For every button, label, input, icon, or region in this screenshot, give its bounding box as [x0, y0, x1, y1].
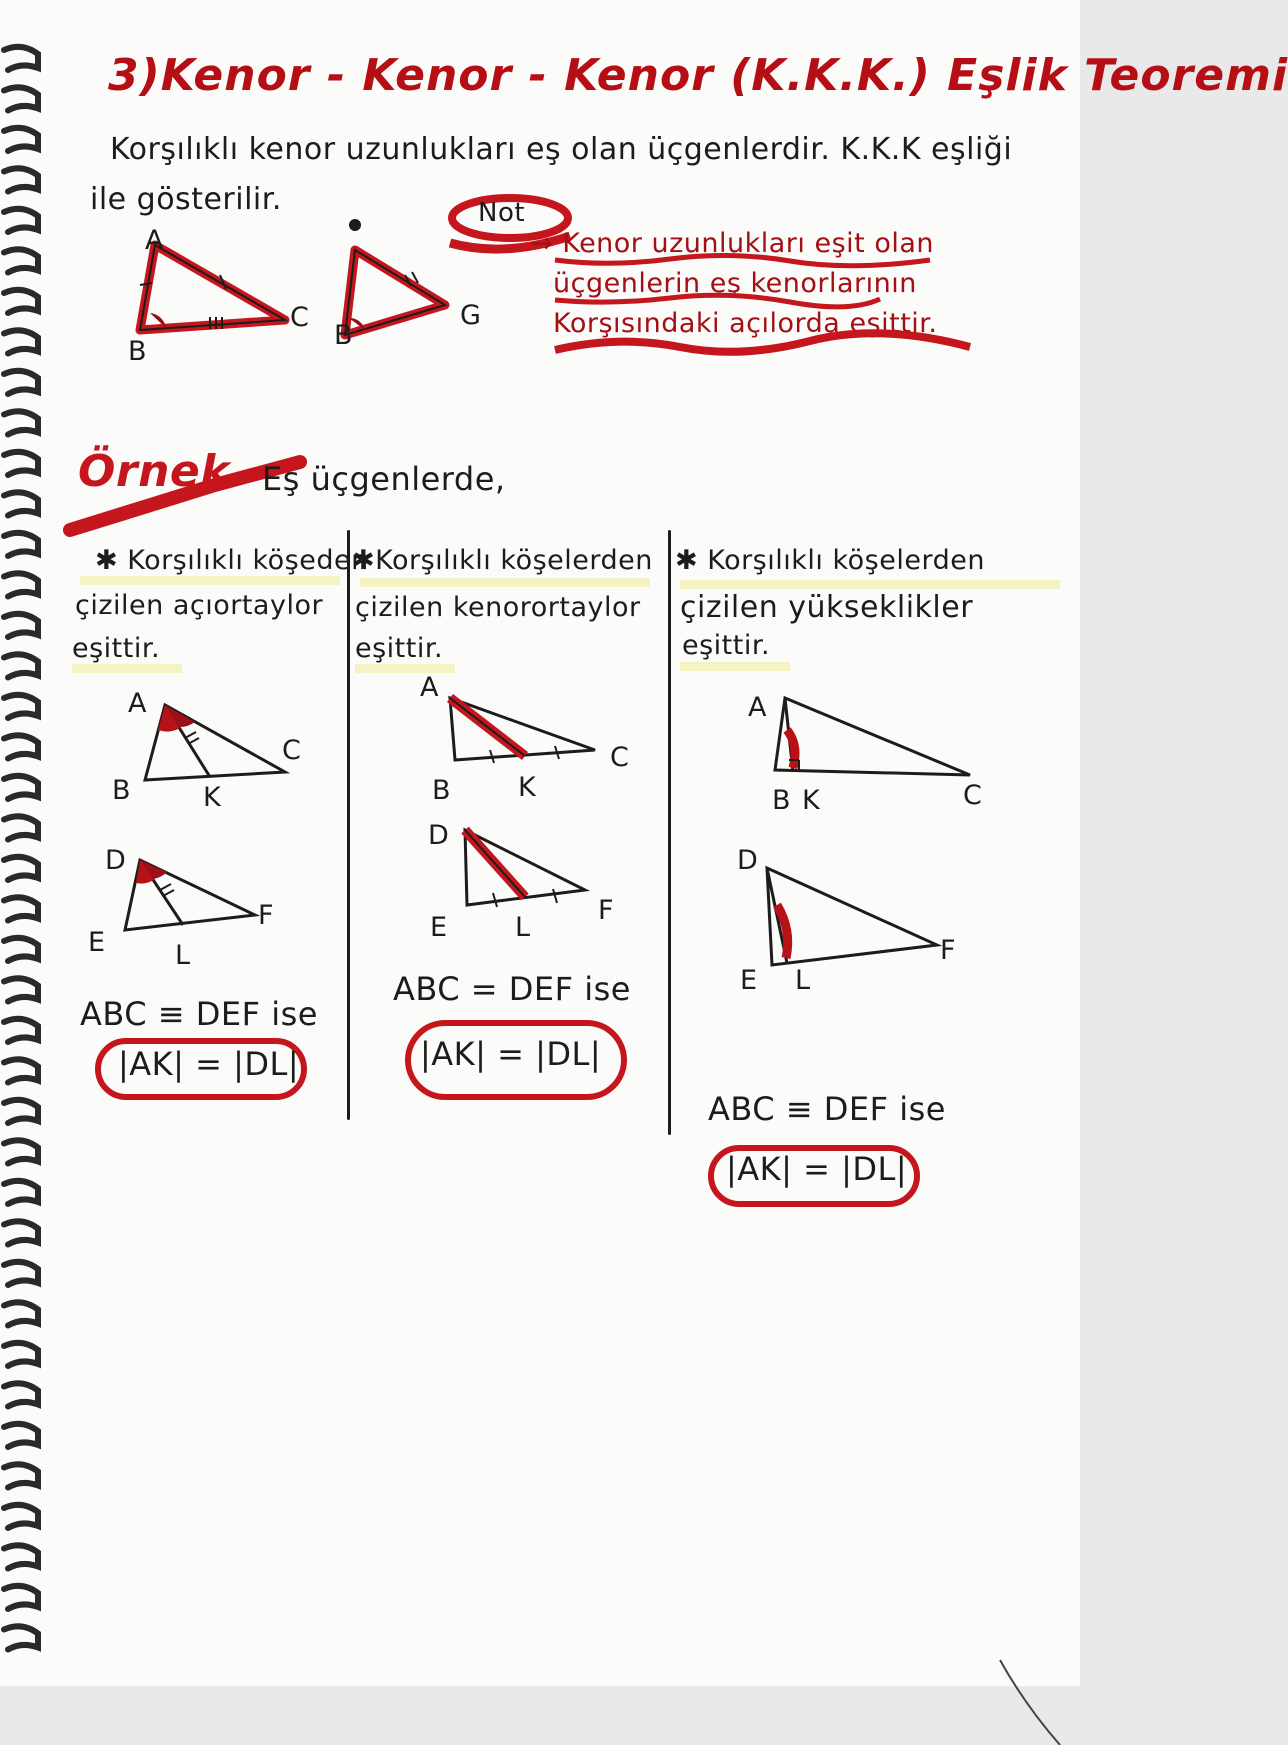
- col1-line-2: çizilen açıortaylor: [75, 590, 324, 621]
- col1-tri2-l: L: [175, 940, 191, 971]
- col3-triangle-2: [762, 860, 947, 970]
- col2-line-2: çizilen kenorortaylor: [355, 592, 641, 623]
- col1-tri1-a: A: [128, 688, 147, 719]
- col2-result: |AK| = |DL|: [420, 1035, 602, 1073]
- intro-line-1: Korşılıklı kenor uzunlukları eş olan üçgenlerdir. K.K.K eşliği: [110, 132, 1013, 167]
- col3-tri2-e: E: [740, 965, 758, 996]
- spiral-ring: [4, 1424, 38, 1447]
- col2-tri1-a: A: [420, 672, 439, 703]
- spiral-ring: [4, 1383, 38, 1406]
- col2-tri1-c: C: [610, 742, 630, 773]
- spiral-ring: [4, 1221, 38, 1244]
- spiral-ring: [4, 1059, 38, 1082]
- col2-line-1: ✱Korşılıklı köşelerden: [352, 545, 653, 576]
- col2-tri1-k: K: [518, 772, 537, 803]
- top-tri2-label-g: G: [460, 300, 482, 331]
- highlight-col1: [80, 576, 340, 585]
- col1-tri1-c: C: [282, 735, 302, 766]
- note-underlines: [550, 255, 1000, 370]
- col1-triangle-2: [115, 855, 275, 935]
- spiral-ring: [4, 1464, 38, 1487]
- spiral-ring: [4, 87, 38, 110]
- highlight-col2-b: [355, 664, 455, 673]
- col3-tri1-c: C: [963, 780, 983, 811]
- col3-tri2-f: F: [940, 935, 957, 966]
- spiral-ring: [4, 654, 38, 677]
- spiral-ring: [4, 47, 38, 70]
- spiral-ring: [4, 1019, 38, 1042]
- spiral-ring: [4, 776, 38, 799]
- column-divider-2: [668, 530, 671, 1135]
- col3-line-3: eşittir.: [682, 630, 771, 661]
- highlight-col3: [680, 580, 1060, 589]
- highlight-col2: [360, 578, 650, 587]
- col3-line-2: çizilen yükseklikler: [680, 590, 974, 625]
- col2-tri2-e: E: [430, 912, 448, 943]
- note-line-2: üçgenlerin eş kenorlarının: [553, 268, 917, 299]
- spiral-ring: [4, 978, 38, 1001]
- spiral-ring: [4, 452, 38, 475]
- page-title: 3)Kenor - Kenor - Kenor (K.K.K.) Eşlik Teoremi: [108, 50, 1288, 101]
- spiral-binding: [0, 40, 60, 1670]
- spiral-ring: [4, 1100, 38, 1123]
- spiral-ring: [4, 695, 38, 718]
- note-line-3: Korşısındaki açılorda eşittir.: [553, 308, 938, 339]
- pen-mark: [995, 1655, 1065, 1745]
- col1-tri2-f: F: [258, 900, 275, 931]
- top-tri2-label-b: B: [334, 320, 354, 351]
- spiral-ring: [4, 897, 38, 920]
- col3-line-1: ✱ Korşılıklı köşelerden: [675, 545, 985, 576]
- spiral-ring: [4, 1545, 38, 1568]
- spiral-ring: [4, 249, 38, 272]
- spiral-ring: [4, 330, 38, 353]
- spiral-ring: [4, 573, 38, 596]
- example-intro: Eş üçgenlerde,: [262, 460, 506, 498]
- column-divider-1: [347, 530, 350, 1120]
- spiral-ring: [4, 128, 38, 151]
- col2-condition: ABC = DEF ise: [393, 970, 631, 1008]
- spiral-ring: [4, 1505, 38, 1528]
- spiral-ring: [4, 1302, 38, 1325]
- col3-tri1-b: B: [772, 785, 792, 816]
- col1-line-3: eşittir.: [72, 633, 161, 664]
- col2-tri2-l: L: [515, 912, 531, 943]
- spiral-ring: [4, 371, 38, 394]
- highlight-col1-b: [72, 664, 182, 673]
- example-label: Örnek: [78, 446, 231, 497]
- col3-tri1-k: K: [802, 785, 821, 816]
- col3-tri2-l: L: [795, 965, 811, 996]
- spiral-ring: [4, 1343, 38, 1366]
- spiral-ring: [4, 1626, 38, 1649]
- col3-tri1-a: A: [748, 692, 767, 723]
- col3-result: |AK| = |DL|: [726, 1150, 908, 1188]
- spiral-ring: [4, 411, 38, 434]
- spiral-ring: [4, 1181, 38, 1204]
- spiral-ring: [4, 938, 38, 961]
- spiral-ring: [4, 816, 38, 839]
- spiral-ring: [4, 1140, 38, 1163]
- note-line-1: → Kenor uzunlukları eşit olan: [530, 228, 935, 259]
- col2-triangle-1: [430, 690, 610, 770]
- col1-tri2-d: D: [105, 845, 127, 876]
- spiral-ring: [4, 168, 38, 191]
- col1-condition: ABC ≡ DEF ise: [80, 995, 318, 1033]
- col2-tri1-b: B: [432, 775, 452, 806]
- intro-line-2: ile gösterilir.: [90, 182, 282, 217]
- top-tri1-label-a: A: [145, 225, 164, 256]
- spiral-ring: [4, 209, 38, 232]
- col3-triangle-1: [765, 690, 985, 780]
- spiral-ring: [4, 290, 38, 313]
- spiral-ring: [4, 1586, 38, 1609]
- top-tri1-label-b: B: [128, 336, 148, 367]
- col1-triangle-1: [130, 700, 300, 790]
- spiral-ring: [4, 614, 38, 637]
- note-label: Not: [478, 198, 526, 228]
- col3-condition: ABC ≡ DEF ise: [708, 1090, 946, 1128]
- spiral-ring: [4, 1262, 38, 1285]
- col1-line-1: ✱ Korşılıklı köşeden: [95, 545, 369, 576]
- col1-tri2-e: E: [88, 927, 106, 958]
- col3-tri2-d: D: [737, 845, 759, 876]
- col2-line-3: eşittir.: [355, 633, 444, 664]
- spiral-ring: [4, 533, 38, 556]
- spiral-ring: [4, 735, 38, 758]
- top-tri1-label-c: C: [290, 302, 310, 333]
- col1-result: |AK| = |DL|: [118, 1045, 300, 1083]
- col2-triangle-2: [455, 825, 615, 915]
- col2-tri2-f: F: [598, 895, 615, 926]
- col1-tri1-k: K: [203, 782, 222, 813]
- spiral-ring: [4, 492, 38, 515]
- col2-tri2-d: D: [428, 820, 450, 851]
- highlight-col3-b: [680, 662, 790, 671]
- spiral-ring: [4, 857, 38, 880]
- col1-tri1-b: B: [112, 775, 132, 806]
